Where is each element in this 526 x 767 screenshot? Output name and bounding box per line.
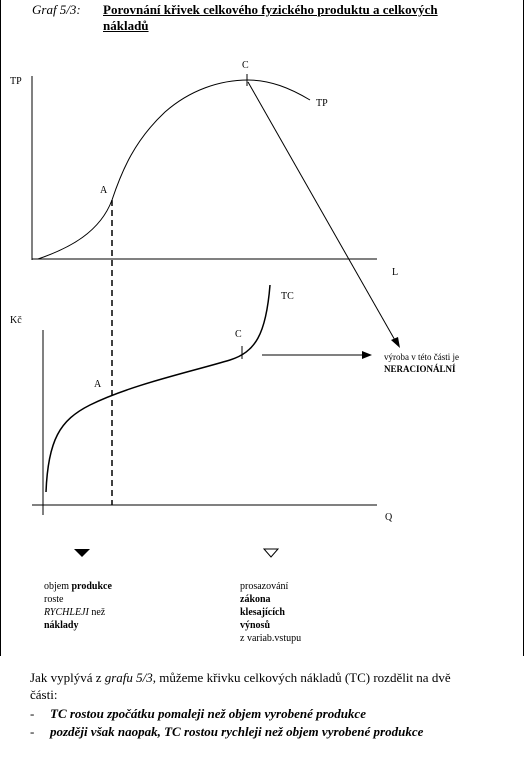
tc-curve-label: TC	[281, 291, 294, 302]
tp-point-a: A	[100, 185, 108, 196]
caption-label: Graf 5/3:	[32, 2, 81, 17]
left-note-l3b: než	[88, 607, 106, 618]
right-note-l1: prosazování	[240, 581, 289, 592]
arrow-note-line1: výroba v této části je	[384, 352, 459, 362]
arrow-tp-to-note	[248, 82, 399, 342]
left-note-l4: náklady	[44, 620, 79, 631]
bullet-2: později však naopak, TC rostou rychleji než objem vyrobené produkce	[50, 724, 424, 739]
tc-x-label: Q	[385, 512, 393, 523]
body-p2: části:	[30, 687, 58, 702]
left-note-l1a: objem	[44, 581, 72, 592]
tc-curve	[46, 285, 270, 492]
right-note-l4: výnosů	[240, 620, 271, 631]
body-paragraph	[30, 670, 524, 686]
left-note-l1b: produkce	[71, 581, 112, 592]
arrow-tp-head	[391, 337, 400, 348]
tp-axis-label: TP	[10, 76, 22, 87]
left-note-l2: roste	[44, 594, 64, 605]
tc-point-a: A	[94, 379, 102, 390]
arrow-tc-head	[362, 351, 372, 359]
arrow-note-line2: NERACIONÁLNÍ	[384, 364, 456, 374]
right-note-l2: zákona	[240, 594, 271, 605]
filled-triangle-icon	[74, 549, 90, 557]
right-note	[240, 580, 301, 645]
left-note-l3a: RYCHLEJI	[44, 607, 89, 618]
bullet-dash-1: -	[30, 706, 35, 721]
bullet-dash-2: -	[30, 724, 35, 739]
caption-title-line2: nákladů	[103, 18, 149, 33]
tc-point-c: C	[235, 329, 242, 340]
tp-curve-label: TP	[316, 98, 328, 109]
tp-x-label: L	[392, 267, 399, 278]
tp-curve	[38, 80, 310, 259]
body-p1a: Jak vyplývá z	[30, 670, 105, 685]
tc-axis-label: Kč	[10, 315, 22, 326]
right-note-l3: klesajících	[240, 607, 285, 618]
left-note	[44, 580, 112, 632]
caption-title-line1: Porovnání křivek celkového fyzického produktu a celkových	[103, 2, 438, 17]
bullet-1: TC rostou zpočátku pomaleji než objem vyrobené produkce	[50, 706, 366, 721]
body-p1b: grafu 5/3	[104, 670, 153, 685]
right-note-l5: z variab.vstupu	[240, 633, 302, 644]
tp-point-c: C	[242, 60, 249, 71]
outline-triangle-icon	[264, 549, 278, 557]
body-p1c: , můžeme křivku celkových nákladů (TC) rozdělit na dvě	[152, 670, 451, 685]
